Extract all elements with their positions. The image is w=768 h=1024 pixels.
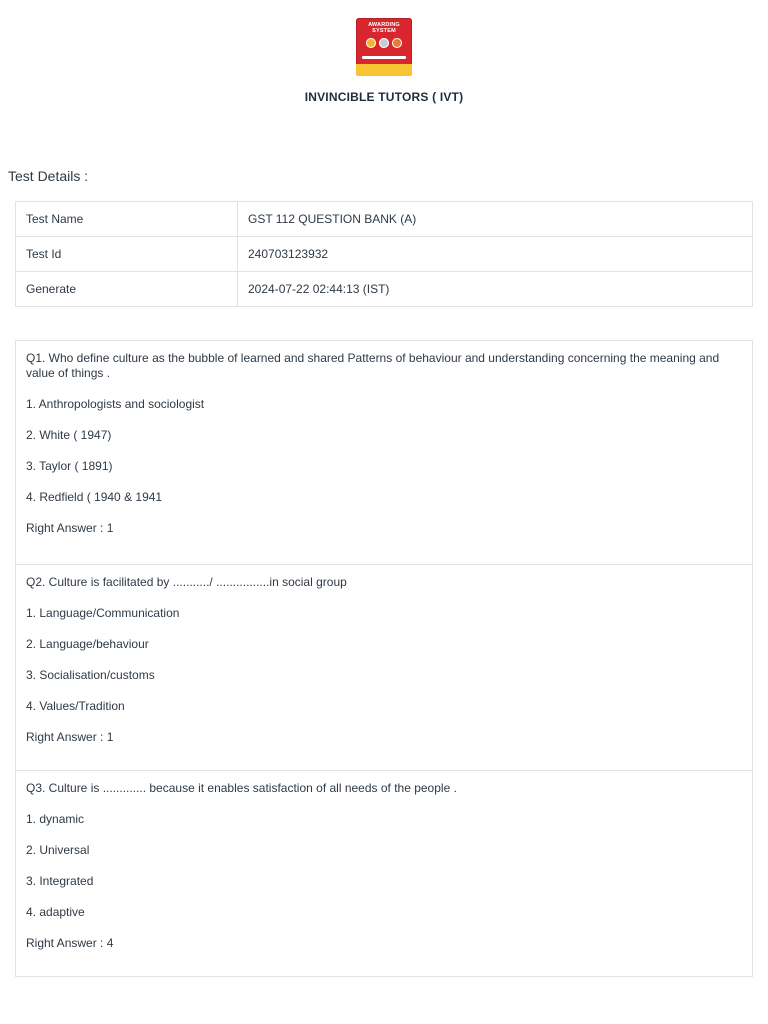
question-option: 2. White ( 1947) — [26, 428, 112, 442]
section-title: Test Details : — [8, 168, 89, 184]
detail-label: Test Id — [16, 237, 238, 272]
questions-list — [15, 340, 753, 977]
test-details-table — [15, 201, 753, 307]
right-answer: Right Answer : 1 — [26, 521, 114, 535]
question-block — [16, 770, 752, 976]
question-option: 1. Language/Communication — [26, 606, 180, 620]
question-option: 3. Taylor ( 1891) — [26, 459, 113, 473]
detail-value: 2024-07-22 02:44:13 (IST) — [238, 272, 753, 307]
question-option: 1. Anthropologists and sociologist — [26, 397, 205, 411]
question-option: 2. Language/behaviour — [26, 637, 149, 651]
table-row — [16, 237, 753, 272]
logo-medals — [356, 38, 412, 48]
right-answer: Right Answer : 4 — [26, 936, 114, 950]
brand-name: INVINCIBLE TUTORS ( IVT) — [304, 90, 464, 104]
awarding-system-logo — [356, 18, 412, 76]
logo-footer-strip — [356, 64, 412, 76]
silver-medal-icon — [379, 38, 389, 48]
question-option: 1. dynamic — [26, 812, 85, 826]
question-option: 4. Redfield ( 1940 & 1941 — [26, 490, 163, 504]
gold-medal-icon — [366, 38, 376, 48]
question-option: 3. Socialisation/customs — [26, 668, 155, 682]
logo-banner — [362, 56, 406, 59]
detail-value: 240703123932 — [238, 237, 753, 272]
page-header — [0, 18, 768, 104]
logo-text: AWARDING SYSTEM — [368, 22, 400, 34]
question-option: 3. Integrated — [26, 874, 94, 888]
question-option: 2. Universal — [26, 843, 90, 857]
table-row — [16, 272, 753, 307]
question-option: 4. Values/Tradition — [26, 699, 125, 713]
bronze-medal-icon — [392, 38, 402, 48]
question-option: 4. adaptive — [26, 905, 85, 919]
question-block — [16, 564, 752, 770]
question-text: Q2. Culture is facilitated by .........../ ................in social group — [26, 575, 347, 589]
question-text: Q1. Who define culture as the bubble of learned and shared Patterns of behaviour and understanding concerning the meaning and value of things . — [26, 351, 720, 380]
detail-label: Test Name — [16, 202, 238, 237]
right-answer: Right Answer : 1 — [26, 730, 114, 744]
detail-label: Generate — [16, 272, 238, 307]
detail-value: GST 112 QUESTION BANK (A) — [238, 202, 753, 237]
question-block — [16, 341, 752, 564]
table-row — [16, 202, 753, 237]
question-text: Q3. Culture is ............. because it enables satisfaction of all needs of the people . — [26, 781, 457, 795]
